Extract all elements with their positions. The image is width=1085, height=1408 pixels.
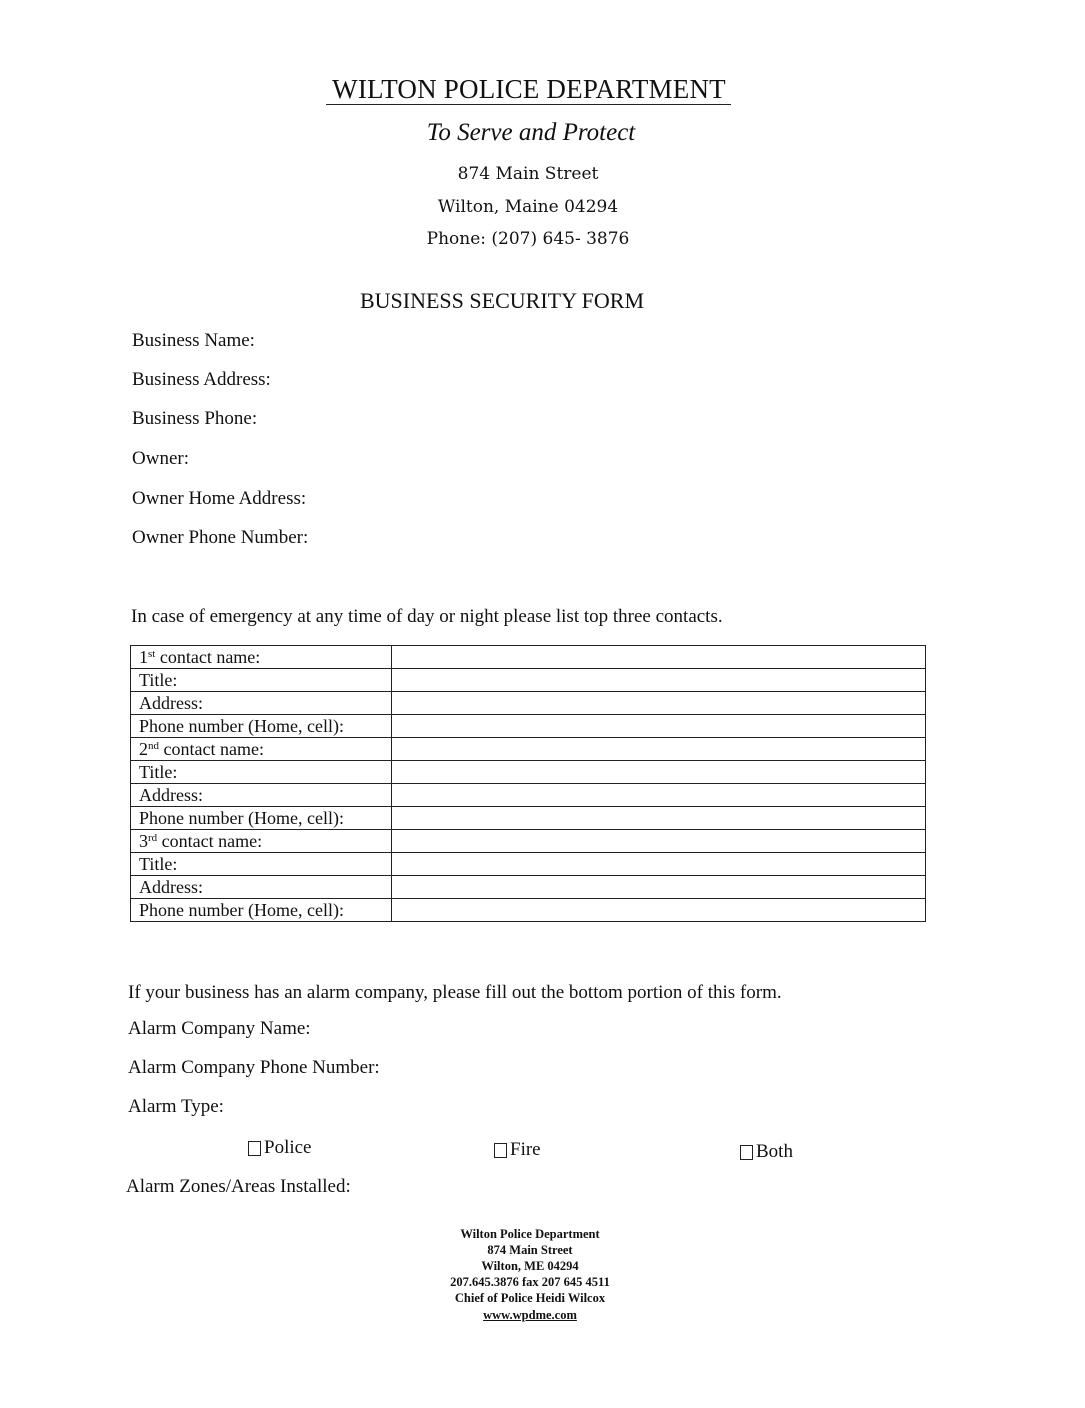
owner-phone-number-label: Owner Phone Number:: [132, 527, 309, 548]
contact-1-address-label: Address:: [131, 692, 392, 715]
table-row: [131, 830, 926, 853]
contact-1-phone-field[interactable]: [392, 715, 926, 738]
table-row: [131, 669, 926, 692]
business-phone-label: Business Phone:: [132, 408, 258, 429]
business-address-label: Business Address:: [132, 369, 271, 390]
contact-3-address-label: Address:: [131, 876, 392, 899]
table-row: [131, 738, 926, 761]
department-motto: To Serve and Protect: [426, 119, 636, 146]
department-title: WILTON POLICE DEPARTMENT: [332, 74, 726, 104]
contact-2-title-label: Title:: [131, 761, 392, 784]
emergency-contacts-note: In case of emergency at any time of day or night please list top three contacts.: [131, 606, 723, 627]
table-row: [131, 692, 926, 715]
fire-option-label: Fire: [510, 1139, 541, 1160]
address-street: 874 Main Street: [457, 164, 599, 184]
contact-2-phone-field[interactable]: [392, 807, 926, 830]
contact-3-phone-label: Phone number (Home, cell):: [131, 899, 392, 922]
table-row: [131, 876, 926, 899]
table-row: [131, 784, 926, 807]
contact-2-address-label: Address:: [131, 784, 392, 807]
alarm-company-name-label: Alarm Company Name:: [128, 1018, 311, 1039]
contact-1-title-label: Title:: [131, 669, 392, 692]
alarm-option-police[interactable]: [248, 1137, 312, 1159]
table-row: [131, 899, 926, 922]
contact-1-phone-label: Phone number (Home, cell):: [131, 715, 392, 738]
form-title: BUSINESS SECURITY FORM: [359, 288, 645, 313]
address-city: Wilton, Maine 04294: [437, 197, 619, 217]
police-checkbox[interactable]: [248, 1141, 261, 1156]
alarm-option-both[interactable]: [740, 1141, 793, 1163]
title-underline: [326, 104, 731, 105]
address-phone: Phone: (207) 645- 3876: [426, 229, 630, 249]
both-option-label: Both: [756, 1141, 793, 1162]
contact-2-address-field[interactable]: [392, 784, 926, 807]
fire-checkbox[interactable]: [494, 1143, 507, 1158]
alarm-section-note: If your business has an alarm company, please fill out the bottom portion of this form.: [128, 982, 782, 1003]
contact-2-phone-label: Phone number (Home, cell):: [131, 807, 392, 830]
contact-2-name-field[interactable]: [392, 738, 926, 761]
footer-city: Wilton, ME 04294: [481, 1259, 579, 1273]
contact-2-title-field[interactable]: [392, 761, 926, 784]
table-row: [131, 807, 926, 830]
alarm-zones-label: Alarm Zones/Areas Installed:: [126, 1176, 351, 1197]
contact-2-name-label: 2nd contact name:: [131, 738, 392, 761]
table-row: [131, 715, 926, 738]
contact-1-address-field[interactable]: [392, 692, 926, 715]
footer-chief: Chief of Police Heidi Wilcox: [454, 1291, 606, 1305]
contact-3-name-field[interactable]: [392, 830, 926, 853]
business-name-label: Business Name:: [132, 330, 255, 351]
alarm-option-fire[interactable]: [494, 1139, 541, 1161]
table-row: [131, 646, 926, 669]
contact-1-name-label: 1st contact name:: [131, 646, 392, 669]
table-row: [131, 761, 926, 784]
contact-3-phone-field[interactable]: [392, 899, 926, 922]
contact-1-name-field[interactable]: [392, 646, 926, 669]
footer-department-name: Wilton Police Department: [460, 1227, 600, 1241]
alarm-company-phone-label: Alarm Company Phone Number:: [128, 1057, 380, 1078]
footer-phone-fax: 207.645.3876 fax 207 645 4511: [450, 1275, 610, 1289]
both-checkbox[interactable]: [740, 1145, 753, 1160]
emergency-contacts-table: [130, 645, 926, 922]
police-option-label: Police: [264, 1137, 312, 1158]
contact-3-name-label: 3rd contact name:: [131, 830, 392, 853]
contact-3-title-label: Title:: [131, 853, 392, 876]
table-row: [131, 853, 926, 876]
footer-street: 874 Main Street: [487, 1243, 573, 1257]
contact-1-title-field[interactable]: [392, 669, 926, 692]
footer-website-link[interactable]: www.wpdme.com: [483, 1308, 577, 1322]
alarm-type-label: Alarm Type:: [128, 1096, 224, 1117]
owner-home-address-label: Owner Home Address:: [132, 488, 307, 509]
contact-3-address-field[interactable]: [392, 876, 926, 899]
contact-3-title-field[interactable]: [392, 853, 926, 876]
owner-label: Owner:: [132, 448, 189, 469]
